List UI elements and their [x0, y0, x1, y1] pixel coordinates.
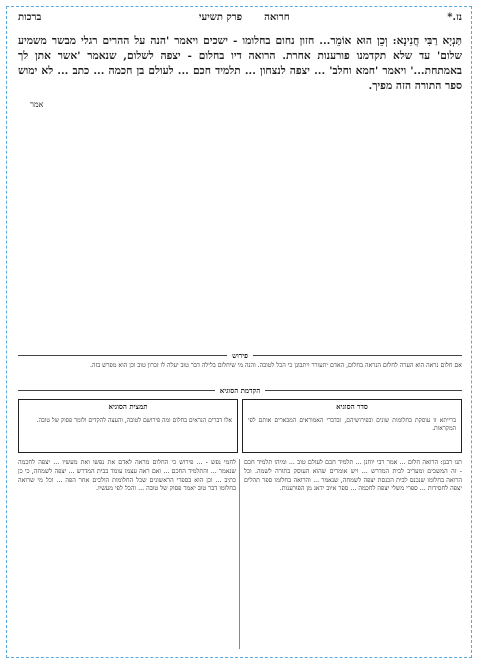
- commentary-column-left: לחמי נפש - ... פירוש כי החלום מראה לאדם את נפשו ואת מעשיו ... יצפה לחכמה שנאמר ... והתלמיד החכם ... ואם ראה עצמו עומד בבית המדרש ... יצפה לשמחה, כי כן כתיב ... וכן הוא בספרי הראשונים שכל החלומות הולכים אחר הפה ... וכל מי שרואה בחלומו דבר טוב יאמר פסוק של טובה ... והכל לפי מעשיו.: [18, 459, 236, 493]
- divider-line: [253, 355, 462, 356]
- column-divider: [239, 459, 240, 649]
- box-body: אלו דברים הנראים בחלום ומה פירושם לטובה, והעצה להקדים ולומר פסוק של טובה.: [36, 417, 232, 424]
- hakdama-label: הקדמת הסוגיא: [219, 385, 261, 395]
- section-name: פרק תשיעי: [198, 12, 243, 23]
- peirush-intro: אם חלום נראה הוא הערה לחלום הנראה בחלום, האדם יתעורר ויתבונן כי הכל לטובה. והנה מי שיחלום בלילה דבר טוב יעלה לו זכרון טוב וכן הוא מפרש בזה.: [89, 362, 462, 369]
- hakdama-header: [18, 385, 462, 395]
- seder-hasugya-box: [242, 399, 462, 453]
- peirush-header: [18, 350, 462, 360]
- header-titles: [199, 12, 290, 28]
- peirush-label: פירוש: [232, 350, 248, 360]
- box-body: ברייתא זו עוסקת בחלומות שונים ובפירושיהם, ובדברי האמוראים המבארים אותם לפי המקראות.: [248, 417, 456, 432]
- page-number: נז.*: [447, 12, 462, 23]
- main-text: תַּנְיָא רַבִּי חֲנִינָא: וְכֵן הוּא אוֹמֵר... חזון נחום בחלומו - ישכים ויאמר 'הנה על ההרים רגלי מבשר משמיע שלום' עד שלא תקדמנו פורענות אחרת. הרואה דיו בחלום - יצפה לשלום, שנאמר 'אשר אתן לך באמתחת...' ויאמר 'חמא וחלב' ... יצפה לנצחון ... תלמיד חכם ... לעולם בן חכמה ... כתב ... לא ימוש ספר התורה הזה מפיך.: [18, 35, 462, 92]
- divider-line: [18, 390, 215, 391]
- tractate-name: ברכות: [18, 12, 42, 23]
- commentary-column-right: תנו רבנן: הרואה חלום ... אמר רבי יוחנן ... תלמיד חכם לעולם טוב ... ומיהו תלמיד חכם - זה המשכים ומעריב לבית המדרש ... ויש אומרים שהוא העוסק בתורה לשמה. וכל הרואה בחלומו שנכנס לבית הכנסת יצפה לשמחה, שנאמר ... והרואה בחלומו ספר תהלים יצפה לחסידות ... ספרי משלי יצפה לחכמה ... ספר איוב ידאג מן הפורענות.: [244, 459, 462, 493]
- box-title: תמצית הסוגיא: [108, 402, 148, 411]
- amud-label: אמר: [30, 100, 44, 109]
- chapter-name: חרואה: [264, 12, 290, 23]
- tamtzit-hasugya-box: [18, 399, 238, 453]
- divider-line: [265, 390, 462, 391]
- box-title: סדר הסוגיא: [336, 402, 368, 411]
- divider-line: [18, 355, 227, 356]
- page-header: [18, 12, 462, 28]
